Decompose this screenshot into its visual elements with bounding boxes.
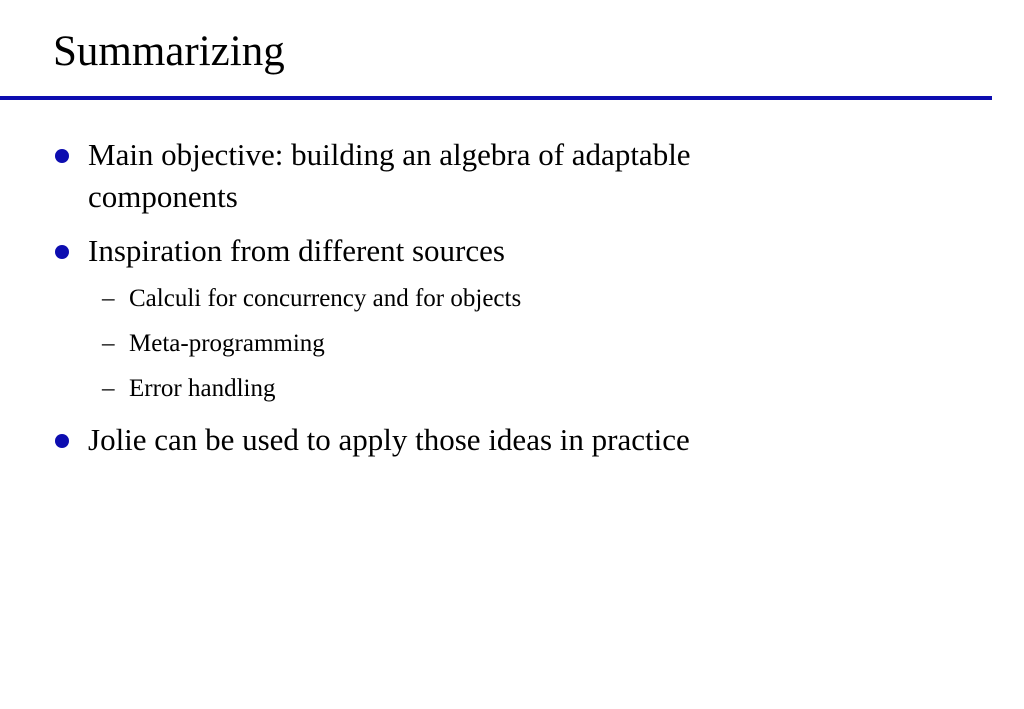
bullet-text: Inspiration from different sources — [88, 233, 505, 268]
bullet-dot-icon — [55, 434, 69, 448]
bullet-item-inspiration — [88, 230, 848, 272]
sub-item-text: Calculi for concurrency and for objects — [129, 285, 522, 312]
dash-icon: – — [102, 330, 115, 357]
dash-icon: – — [102, 285, 115, 312]
bullet-text: Jolie can be used to apply those ideas in practice — [88, 422, 690, 457]
bullet-dot-icon — [55, 245, 69, 259]
slide-title: Summarizing — [53, 28, 285, 75]
sub-item-text: Meta-programming — [129, 330, 325, 357]
sub-item-text: Error handling — [129, 375, 276, 402]
sub-item-error-handling — [102, 374, 276, 404]
sub-item-calculi — [102, 284, 522, 314]
bullet-item-main-objective — [88, 134, 848, 218]
title-rule — [0, 96, 992, 100]
bullet-dot-icon — [55, 149, 69, 163]
dash-icon: – — [102, 375, 115, 402]
sub-item-meta-programming — [102, 329, 325, 359]
bullet-text: Main objective: building an algebra of adaptable components — [88, 137, 691, 214]
bullet-item-jolie — [88, 419, 848, 461]
